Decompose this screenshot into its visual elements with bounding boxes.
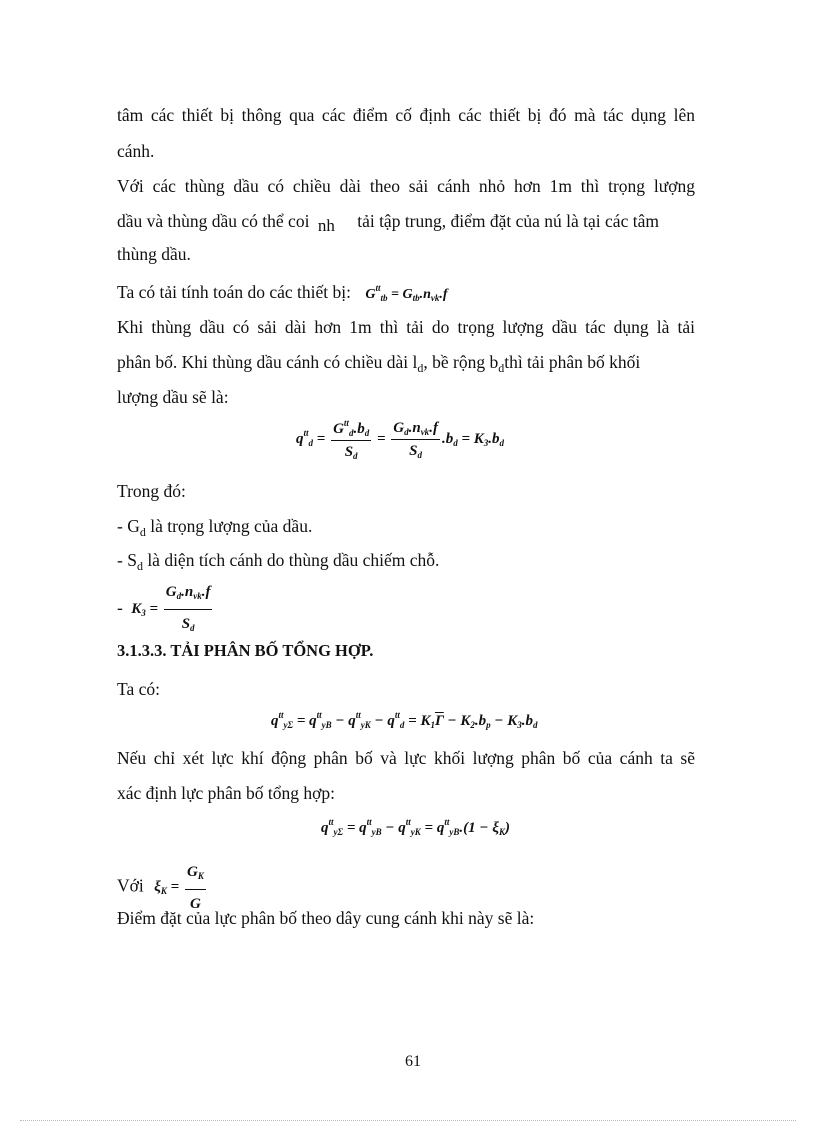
text-run: - <box>117 597 123 618</box>
text-run: Ta có tải tính toán do các thiết bị: <box>117 282 351 302</box>
page-edge-divider <box>20 1120 796 1121</box>
bullet-line <box>117 581 214 639</box>
text-run: , bề rộng b <box>423 352 499 372</box>
paragraph-line: xác định lực phân bố tổng hợp: <box>117 783 336 803</box>
paragraph-line: lượng dầu sẽ là: <box>117 387 229 407</box>
subscript: d <box>139 525 146 539</box>
formula-k3: $K_3$ = $\frac{G_d.n_{vk}.f}{S_d}$ <box>131 601 214 617</box>
text-run: - S <box>117 550 137 570</box>
paragraph-line: Khi thùng dầu có sải dài hơn 1m thì tải do trọng lượng dầu tác dụng là tải <box>117 317 695 337</box>
subscript: d <box>417 361 424 375</box>
subscript: d <box>136 559 143 573</box>
text-run: là diện tích cánh do thùng dầu chiếm chỗ. <box>142 550 440 570</box>
formula-gtb: $G^{tt}_{tb} = G_{tb}.n_{vk}.f$ <box>365 283 448 303</box>
formula-qysum: $q^{tt}_{y\Sigma} = q^{tt}_{yB} - q^{tt}_{yK} - q^{tt}_d = K_1\overline{\Gamma} - K_2.b_p - K_3.b_d$ <box>271 710 538 730</box>
section-heading: 3.1.3.3. TẢI PHÂN BỐ TỔNG HỢP. <box>117 641 374 660</box>
paragraph-line <box>117 277 448 309</box>
paragraph-line: Trong đó: <box>117 481 186 501</box>
text-run: tải tập trung, điểm đặt của nú là tại các tâm <box>357 211 659 231</box>
paragraph-line: tâm các thiết bị thông qua các điểm cố định các thiết bị đó mà tác dụng lên <box>117 105 695 125</box>
subscript: d <box>498 361 505 375</box>
text-run: thì tải phân bố khối <box>504 352 641 372</box>
page-number: 61 <box>405 1053 421 1070</box>
text-run: dầu và thùng dầu có thể coi <box>117 211 310 231</box>
paragraph-line: Ta có: <box>117 679 160 699</box>
text-run: phân bố. Khi thùng dầu cánh có chiều dài l <box>117 352 418 372</box>
formula-qysum-2: $q^{tt}_{y\Sigma} = q^{tt}_{yB} - q^{tt}_{yK} = q^{tt}_{yB}.(1 - \xi_K)$ <box>321 817 510 837</box>
paragraph-line: Với các thùng dầu có chiều dài theo sải cánh nhỏ hơn 1m thì trọng lượng <box>117 176 695 196</box>
formula-qd: $q^{tt}_d$ = $\frac{G^{tt}_d.b_d}{S_d}$ = $\frac{G_d.n_{vk}.f}{S_d}$ $.b_d = K_3.b_d$ <box>296 418 504 461</box>
formula-xi: $\xi_K$ = $\frac{G_K}{G}$ <box>154 879 208 895</box>
text-run: - G <box>117 516 140 536</box>
paragraph-line: thùng dầu. <box>117 244 191 264</box>
paragraph-line: Điểm đặt của lực phân bố theo dây cung cánh khi này sẽ là: <box>117 908 535 928</box>
bullet-line <box>117 515 312 543</box>
paragraph-line <box>117 210 659 233</box>
paragraph-line: cánh. <box>117 141 155 161</box>
text-run: Với <box>117 875 144 896</box>
text-run: là trọng lượng của dầu. <box>145 516 313 536</box>
paragraph-line <box>117 351 695 379</box>
bullet-line <box>117 549 439 577</box>
text-run: nh <box>317 216 335 235</box>
paragraph-line: Nếu chỉ xét lực khí động phân bố và lực khối lượng phân bố của cánh ta sẽ <box>117 748 695 768</box>
